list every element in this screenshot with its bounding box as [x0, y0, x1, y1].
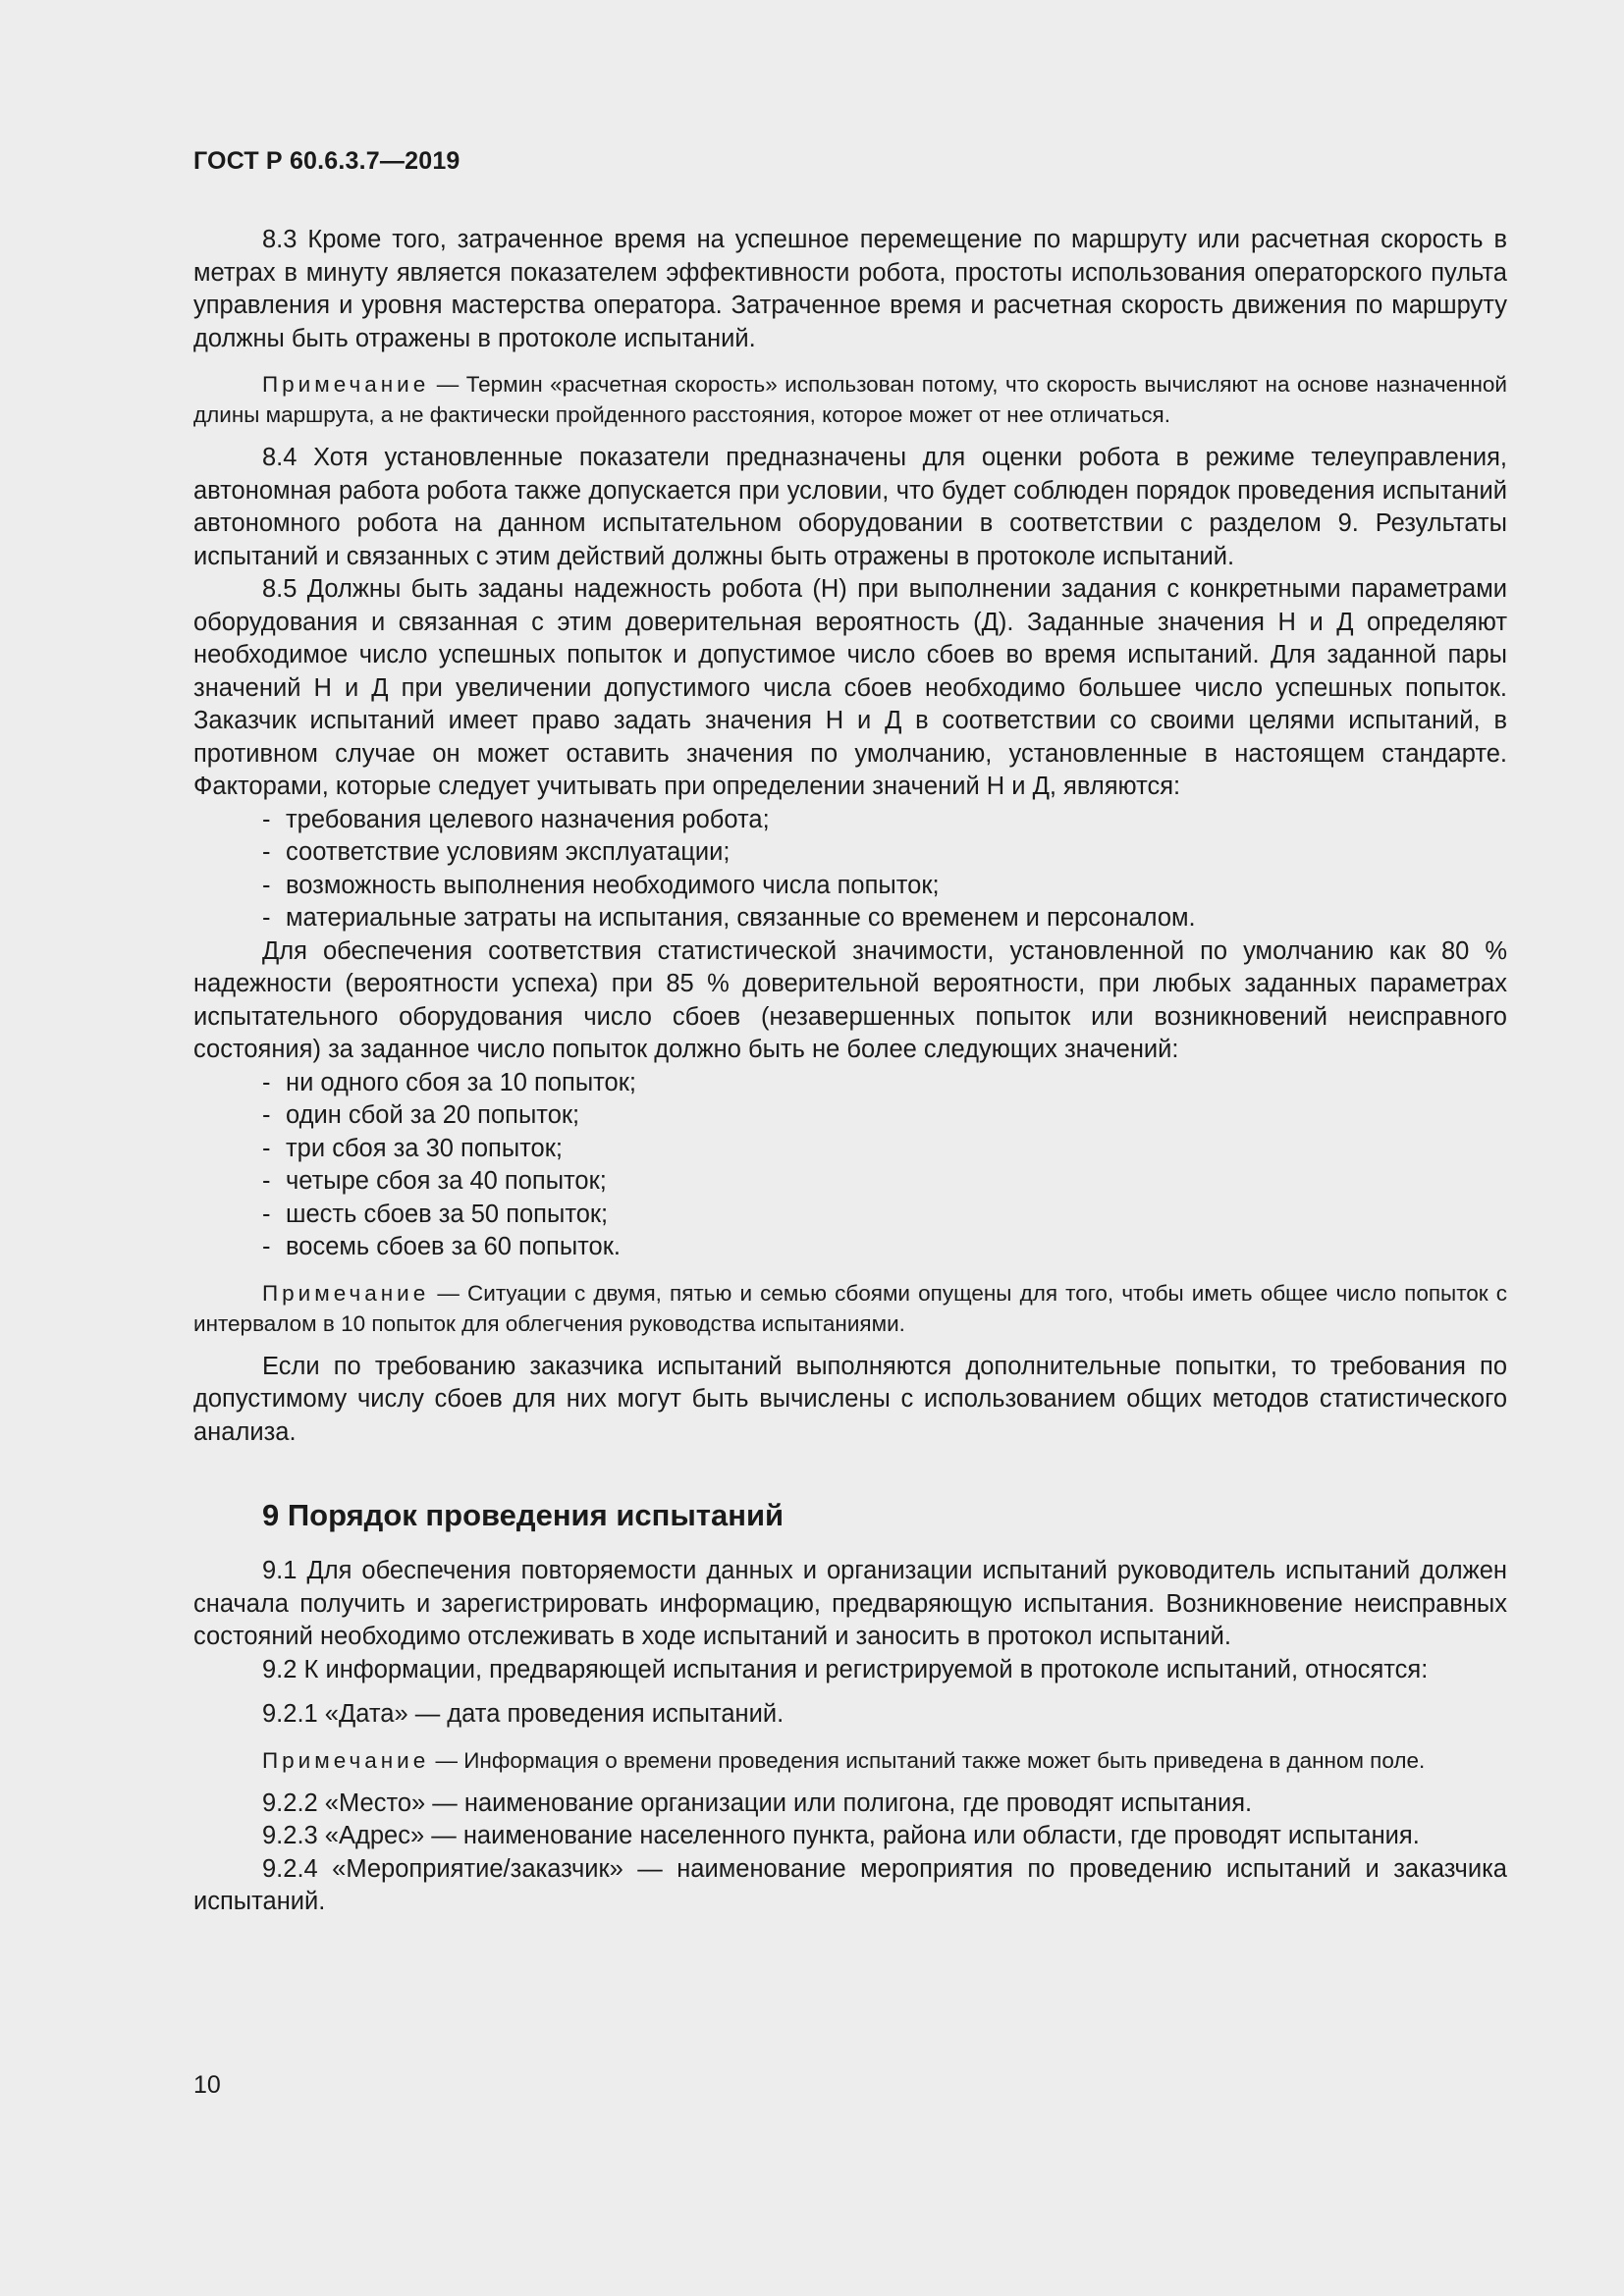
- paragraph-9-1: 9.1 Для обеспечения повторяемости данных и организации испытаний руководитель испытаний должен сначала получить и зарегистрировать информацию, предваряющую испытания. Возникновение неисправных состояний необходимо отслеживать в ходе испытаний и заносить в протокол испытаний.: [193, 1557, 1507, 1650]
- factors-list: [193, 804, 1507, 935]
- note-text: — Ситуации с двумя, пятью и семью сбоями опущены для того, чтобы иметь общее число попыток с интервалом в 10 попыток для облегчения руководства испытаниями.: [193, 1280, 1507, 1336]
- list-item: - требования целевого назначения робота;: [262, 805, 770, 833]
- list-item: - ни одного сбоя за 10 попыток;: [262, 1068, 636, 1096]
- list-item: - шесть сбоев за 50 попыток;: [262, 1200, 609, 1228]
- list-item: - восемь сбоев за 60 попыток.: [262, 1233, 621, 1260]
- document-header: ГОСТ Р 60.6.3.7—2019: [193, 147, 460, 175]
- paragraph-8-5-additional: Если по требованию заказчика испытаний выполняются дополнительные попытки, то требования по допустимому числу сбоев для них могут быть вычислены с использованием общих методов статистического анализа.: [193, 1352, 1507, 1446]
- paragraph-9-2-4: 9.2.4 «Мероприятие/заказчик» — наименование мероприятия по проведению испытаний и заказчика испытаний.: [193, 1854, 1507, 1915]
- paragraph-8-5-significance: Для обеспечения соответствия статистической значимости, установленной по умолчанию как 80 % надежности (вероятности успеха) при 85 % доверительной вероятности, при любых заданных параметрах испытательного оборудования число сбоев (незавершенных попыток или возникновений неисправного состояния) за заданное число попыток должно быть не более следующих значений:: [193, 936, 1507, 1063]
- note-2: [193, 1278, 1507, 1339]
- document-body: [193, 224, 1507, 1919]
- note-1: [193, 369, 1507, 430]
- list-item: - возможность выполнения необходимого числа попыток;: [262, 871, 940, 899]
- paragraph-9-2-2: 9.2.2 «Место» — наименование организации или полигона, где проводят испытания.: [262, 1789, 1253, 1817]
- note-3: [193, 1745, 1507, 1776]
- note-label: Примечание: [262, 372, 430, 397]
- failures-list: [193, 1067, 1507, 1264]
- list-item: - материальные затраты на испытания, связанные со временем и персоналом.: [262, 904, 1196, 932]
- paragraph-9-2: 9.2 К информации, предваряющей испытания и регистрируемой в протоколе испытаний, относятся:: [262, 1655, 1429, 1683]
- note-label: Примечание: [262, 1747, 430, 1773]
- list-item: - четыре сбоя за 40 попыток;: [262, 1167, 607, 1195]
- note-label: Примечание: [262, 1280, 430, 1306]
- paragraph-8-5: 8.5 Должны быть заданы надежность робота (Н) при выполнении задания с конкретными параметрами оборудования и связанная с этим доверительная вероятность (Д). Заданные значения Н и Д определяют необходимое число успешных попыток и допустимое число сбоев во время испытаний. Для заданной пары значений Н и Д при увеличении допустимого числа сбоев необходимо большее число успешных попыток. Заказчик испытаний имеет право задать значения Н и Д в соответствии со своими целями испытаний, в противном случае он может оставить значения по умолчанию, установленные в настоящем стандарте. Факторами, которые следует учитывать при определении значений Н и Д, являются:: [193, 575, 1507, 800]
- paragraph-9-2-3: 9.2.3 «Адрес» — наименование населенного пункта, района или области, где проводят испытания.: [262, 1822, 1420, 1849]
- section-9-title: 9 Порядок проведения испытаний: [262, 1498, 785, 1532]
- note-text: — Термин «расчетная скорость» использован потому, что скорость вычисляют на основе назначенной длины маршрута, а не фактически пройденного расстояния, которое может от нее отличаться.: [193, 372, 1507, 427]
- list-item: - три сбоя за 30 попыток;: [262, 1134, 563, 1162]
- paragraph-8-4: 8.4 Хотя установленные показатели предназначены для оценки робота в режиме телеуправления, автономная работа робота также допускается при условии, что будет соблюден порядок проведения испытаний автономного робота на данном испытательном оборудовании в соответствии с разделом 9. Результаты испытаний и связанных с этим действий должны быть отражены в протоколе испытаний.: [193, 444, 1507, 570]
- paragraph-8-3: 8.3 Кроме того, затраченное время на успешное перемещение по маршруту или расчетная скорость в метрах в минуту является показателем эффективности робота, простоты использования операторского пульта управления и уровня мастерства оператора. Затраченное время и расчетная скорость движения по маршруту должны быть отражены в протоколе испытаний.: [193, 226, 1507, 352]
- page-number: 10: [193, 2071, 221, 2099]
- paragraph-9-2-1: 9.2.1 «Дата» — дата проведения испытаний.: [262, 1700, 785, 1728]
- list-item: - соответствие условиям эксплуатации;: [262, 838, 731, 866]
- note-text: — Информация о времени проведения испытаний также может быть приведена в данном поле.: [429, 1747, 1426, 1773]
- list-item: - один сбой за 20 попыток;: [262, 1101, 580, 1129]
